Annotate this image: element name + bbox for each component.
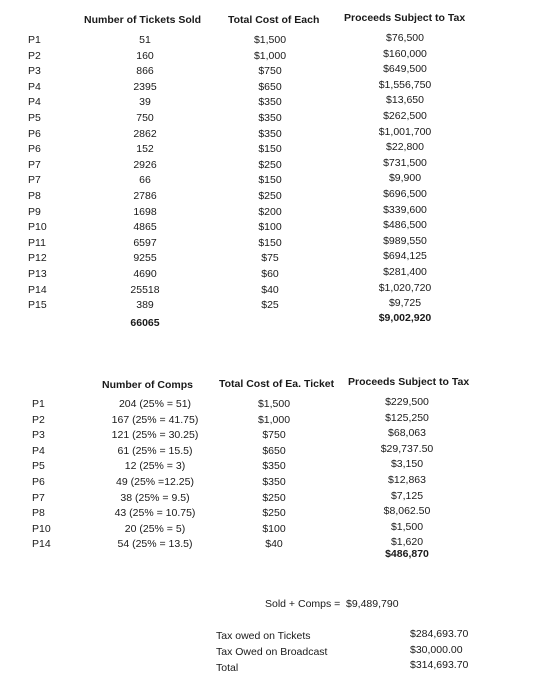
row-proceeds: $3,150 <box>390 458 424 471</box>
header-tickets-sold: Number of Tickets Sold <box>84 14 202 26</box>
row-cost: $40 <box>261 283 279 296</box>
row-proceeds: $262,500 <box>383 110 427 122</box>
row-cost: $750 <box>262 429 286 442</box>
row-proceeds: $1,620 <box>390 536 424 549</box>
row-cost: $1,000 <box>253 49 287 62</box>
row-cost: $350 <box>258 96 282 109</box>
row-count: 54 (25% = 13.5) <box>117 538 193 551</box>
row-count: 61 (25% = 15.5) <box>117 444 193 457</box>
row-proceeds: $281,400 <box>383 266 427 278</box>
tax-tickets-label: Tax owed on Tickets <box>216 630 311 642</box>
row-proceeds: $731,500 <box>383 156 427 169</box>
row-label: P10 <box>32 522 51 535</box>
row-label: P14 <box>28 283 47 296</box>
row-proceeds: $13,650 <box>386 94 424 107</box>
row-label: P8 <box>32 507 45 520</box>
row-cost: $100 <box>262 522 286 535</box>
row-count: 2786 <box>133 190 157 202</box>
row-cost: $650 <box>258 80 282 93</box>
row-count: 160 <box>136 49 154 62</box>
row-cost: $350 <box>258 127 282 140</box>
row-count: 204 (25% = 51) <box>118 398 192 410</box>
tickets-total-proceeds: $9,002,920 <box>378 312 432 324</box>
comps-total-proceeds: $486,870 <box>385 548 429 560</box>
row-label: P6 <box>28 127 41 140</box>
row-cost: $250 <box>262 491 286 504</box>
row-count: 66 <box>139 174 151 187</box>
row-cost: $1,500 <box>257 398 291 410</box>
row-count: 9255 <box>133 252 157 265</box>
row-count: 167 (25% = 41.75) <box>111 413 199 426</box>
row-label: P1 <box>32 398 45 410</box>
header-proceeds: Proceeds Subject to Tax <box>344 12 466 24</box>
row-proceeds: $125,250 <box>385 411 429 424</box>
row-cost: $25 <box>261 299 279 312</box>
row-count: 51 <box>139 34 151 46</box>
row-count: 39 <box>139 96 151 109</box>
row-label: P4 <box>32 444 45 457</box>
row-proceeds: $1,020,720 <box>378 281 432 294</box>
row-count: 20 (25% = 5) <box>124 522 186 535</box>
row-cost: $100 <box>258 221 282 234</box>
row-count: 25518 <box>130 283 160 296</box>
row-cost: $200 <box>258 205 282 218</box>
row-count: 2862 <box>133 127 157 140</box>
row-proceeds: $229,500 <box>385 396 429 408</box>
row-count: 38 (25% = 9.5) <box>120 491 190 504</box>
row-label: P13 <box>28 268 47 280</box>
row-cost: $150 <box>258 236 282 249</box>
row-proceeds: $8,062.50 <box>383 505 431 518</box>
row-cost: $1,000 <box>257 413 291 426</box>
row-label: P6 <box>28 143 41 156</box>
row-label: P5 <box>28 112 41 124</box>
row-cost: $75 <box>261 252 279 265</box>
row-label: P12 <box>28 252 47 265</box>
row-proceeds: $1,556,750 <box>378 78 432 91</box>
row-proceeds: $9,725 <box>388 297 422 310</box>
row-count: 152 <box>136 143 154 156</box>
row-cost: $1,500 <box>253 34 287 46</box>
row-label: P3 <box>28 65 41 78</box>
row-cost: $60 <box>261 268 279 280</box>
row-cost: $250 <box>258 190 282 202</box>
tax-total-label: Total <box>216 662 239 674</box>
row-count: 12 (25% = 3) <box>124 460 186 473</box>
row-proceeds: $339,600 <box>383 203 427 216</box>
row-proceeds: $694,125 <box>383 250 427 263</box>
tax-total-value: $314,693.70 <box>410 659 469 671</box>
row-label: P2 <box>32 413 45 426</box>
tax-broadcast-label: Tax Owed on Broadcast <box>216 646 328 658</box>
row-label: P15 <box>28 299 47 312</box>
row-cost: $40 <box>265 538 283 551</box>
row-proceeds: $696,500 <box>383 188 427 200</box>
row-count: 121 (25% = 30.25) <box>111 429 199 442</box>
row-proceeds: $76,500 <box>386 32 424 44</box>
row-proceeds: $649,500 <box>383 63 427 76</box>
row-count: 866 <box>136 65 154 78</box>
row-count: 43 (25% = 10.75) <box>114 507 196 520</box>
row-count: 4865 <box>133 221 157 234</box>
row-cost: $750 <box>258 65 282 78</box>
row-label: P10 <box>28 221 47 234</box>
row-cost: $150 <box>258 174 282 187</box>
row-label: P8 <box>28 190 41 202</box>
row-proceeds: $12,863 <box>388 474 426 486</box>
row-label: P7 <box>28 158 41 171</box>
row-count: 2395 <box>133 80 157 93</box>
tax-broadcast-value: $30,000.00 <box>410 644 463 656</box>
row-cost: $350 <box>262 476 286 488</box>
row-label: P1 <box>28 34 41 46</box>
sold-comps-value: $9,489,790 <box>346 598 399 610</box>
row-label: P14 <box>32 538 51 551</box>
row-proceeds: $1,500 <box>390 520 424 533</box>
row-label: P9 <box>28 205 41 218</box>
row-count: 6597 <box>133 236 157 249</box>
row-count: 49 (25% =12.25) <box>116 476 194 488</box>
header-cost-ea-ticket: Total Cost of Ea. Ticket <box>219 378 335 390</box>
row-cost: $350 <box>262 460 286 473</box>
row-count: 4690 <box>133 268 157 280</box>
row-proceeds: $9,900 <box>388 172 422 185</box>
header-proceeds-comps: Proceeds Subject to Tax <box>348 376 470 388</box>
row-label: P4 <box>28 96 41 109</box>
row-proceeds: $486,500 <box>383 219 427 232</box>
tickets-total-count: 66065 <box>130 317 160 329</box>
row-label: P5 <box>32 460 45 473</box>
row-label: P3 <box>32 429 45 442</box>
row-label: P4 <box>28 80 41 93</box>
row-cost: $250 <box>262 507 286 520</box>
row-proceeds: $989,550 <box>383 234 427 247</box>
row-label: P6 <box>32 476 45 488</box>
row-label: P2 <box>28 49 41 62</box>
row-label: P11 <box>28 236 46 249</box>
tax-tickets-value: $284,693.70 <box>410 628 469 640</box>
row-cost: $350 <box>258 112 282 124</box>
row-proceeds: $22,800 <box>386 141 424 154</box>
row-count: 389 <box>136 299 154 312</box>
row-cost: $250 <box>258 158 282 171</box>
row-count: 750 <box>136 112 154 124</box>
row-proceeds: $68,063 <box>388 427 426 440</box>
row-count: 2926 <box>133 158 157 171</box>
header-number-comps: Number of Comps <box>102 379 194 391</box>
row-proceeds: $160,000 <box>383 47 427 60</box>
row-label: P7 <box>28 174 41 187</box>
row-label: P7 <box>32 491 45 504</box>
row-cost: $650 <box>262 444 286 457</box>
row-count: 1698 <box>133 205 157 218</box>
row-cost: $150 <box>258 143 282 156</box>
row-proceeds: $29,737.50 <box>380 442 434 455</box>
row-proceeds: $1,001,700 <box>378 125 432 138</box>
row-proceeds: $7,125 <box>390 489 424 502</box>
header-cost-each: Total Cost of Each <box>228 14 320 26</box>
sold-comps-label: Sold + Comps = <box>265 598 341 610</box>
